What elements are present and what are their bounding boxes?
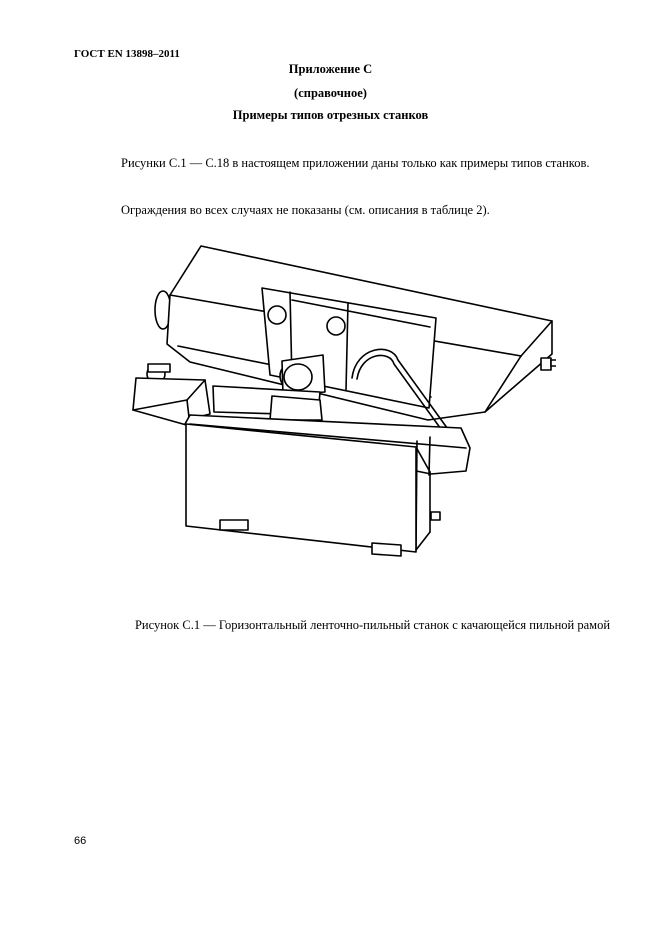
band-saw-drawing-icon — [126, 238, 556, 568]
annex-subtitle: Примеры типов отрезных станков — [232, 108, 429, 122]
standard-code: ГОСТ EN 13898–2011 — [74, 48, 180, 60]
page-number: 66 — [74, 835, 87, 847]
annex-type: (справочное) — [294, 86, 367, 100]
figure-c1 — [126, 238, 556, 568]
annex-title: Приложение С — [288, 62, 373, 76]
figure-caption: Рисунок С.1 — Горизонтальный ленточно-пильный станок с качающейся пильной рамой — [134, 618, 611, 632]
intro-paragraph: Рисунки С.1 — С.18 в настоящем приложении даны только как примеры типов станков. — [121, 156, 590, 170]
guards-note-paragraph: Ограждения во всех случаях не показаны (см. описания в таблице 2). — [121, 203, 490, 217]
